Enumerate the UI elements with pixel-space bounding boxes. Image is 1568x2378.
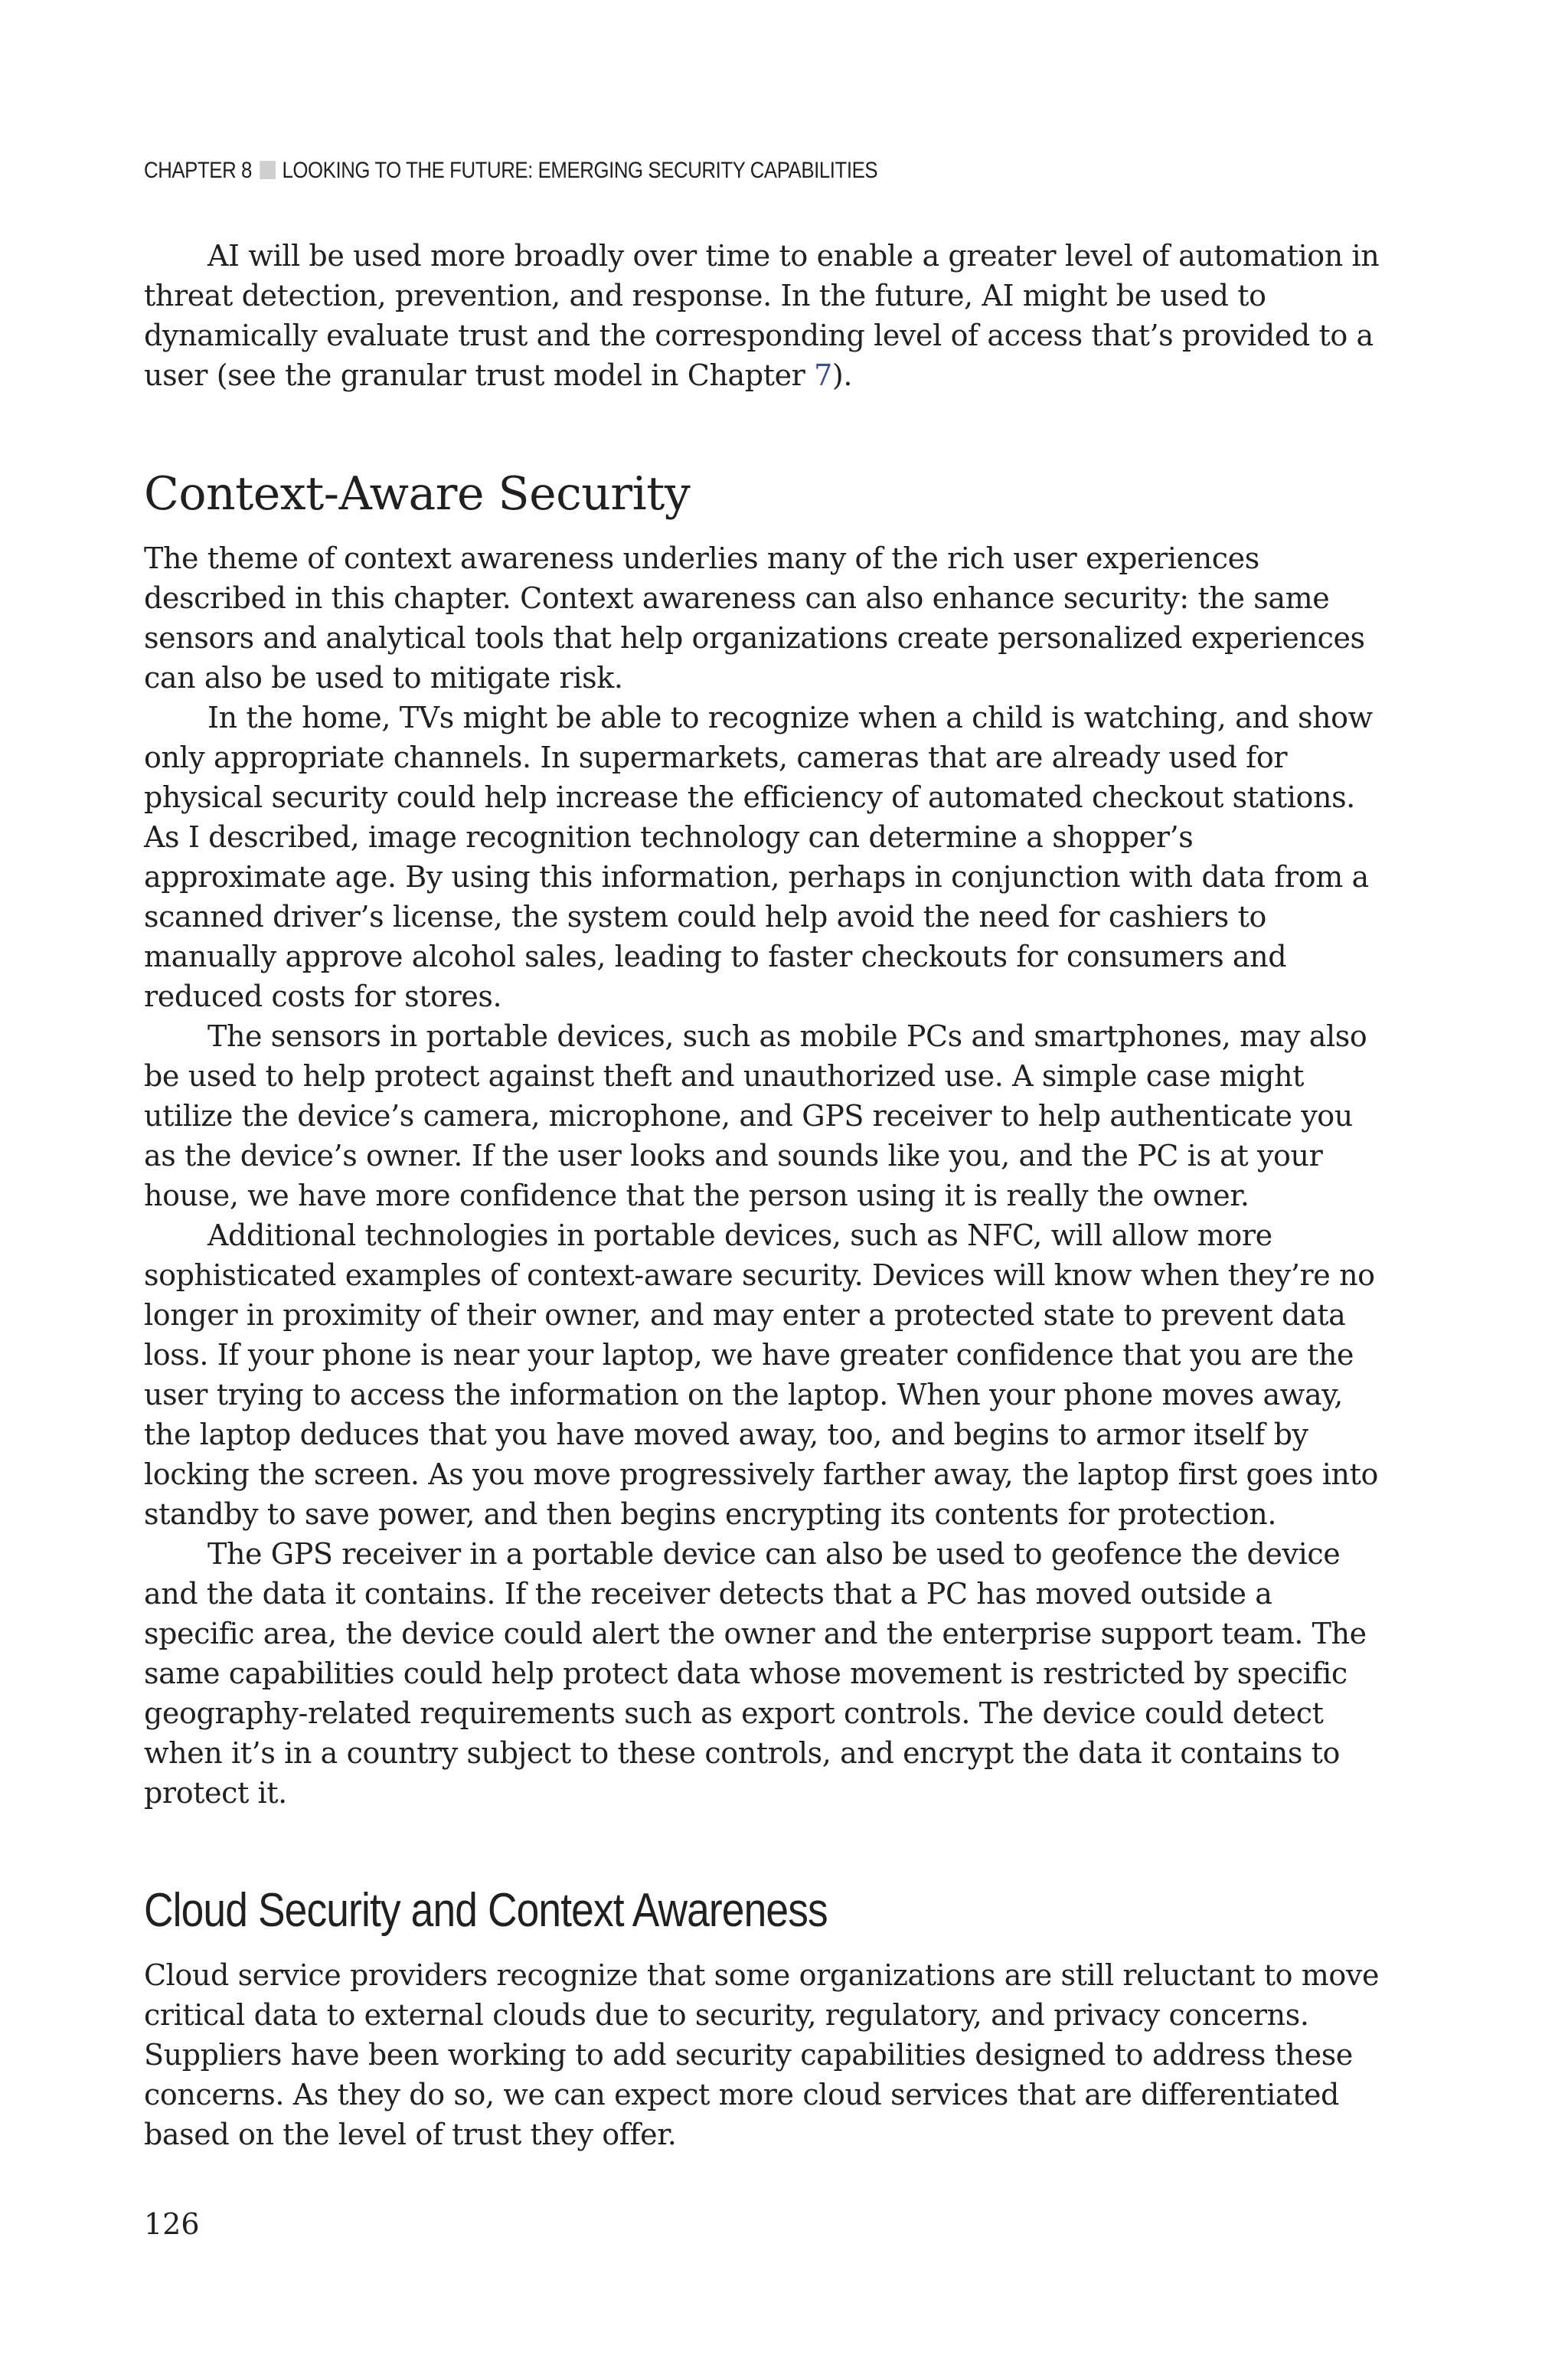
chapter-7-link[interactable]: 7: [814, 358, 832, 392]
section-heading-cloud-security: Cloud Security and Context Awareness: [144, 1884, 828, 1937]
running-header: [144, 158, 1263, 184]
context-paragraph-5: The GPS receiver in a portable device can also be used to geofence the device and the data it contains. If the receiver detects that a PC has moved outside a specific area, the device could alert the owner and the enterprise support team. The same capabilities could help protect data whose movement is restricted by specific geography-related requirements such as export controls. The device could detect when it’s in a country subject to these controls, and encrypt the data it contains to protect it.: [144, 1537, 1367, 1810]
intro-paragraph: [144, 236, 1383, 395]
chapter-title: LOOKING TO THE FUTURE: EMERGING SECURITY CAPABILITIES: [282, 158, 878, 183]
section-heading-context-aware-security: Context-Aware Security: [144, 467, 691, 521]
intro-text-after-link: ).: [831, 358, 852, 392]
context-paragraph-4: Additional technologies in portable devices, such as NFC, will allow more sophisticated examples of context-aware security. Devices will know when they’re no longer in proximity of their owner, and may enter a protected state to prevent data loss. If your phone is near your laptop, we have greater confidence that you are the user trying to access the information on the laptop. When your phone moves away, the laptop deduces that you have moved away, too, and begins to armor itself by locking the screen. As you move progressively farther away, the laptop first goes into standby to save power, and then begins encrypting its contents for protection.: [144, 1218, 1378, 1531]
chapter-label: CHAPTER 8: [144, 158, 252, 183]
page-number: 126: [144, 2207, 200, 2241]
context-paragraph-2: In the home, TVs might be able to recognize when a child is watching, and show only appropriate channels. In supermarkets, cameras that are already used for physical security could help increase the efficiency of automated checkout stations. As I described, image recognition technology can determine a shopper’s approximate age. By using this information, perhaps in conjunction with data from a scanned driver’s license, the system could help avoid the need for cashiers to manually approve alcohol sales, leading to faster checkouts for consumers and reduced costs for stores.: [144, 701, 1373, 1013]
context-paragraph-1: The theme of context awareness underlies many of the rich user experiences described in this chapter. Context awareness can also enhance security: the same sensors and analytical tools that help organizations create personalized experiences can also be used to mitigate risk.: [144, 541, 1365, 695]
intro-text-before-link: AI will be used more broadly over time to enable a greater level of automation in threat detection, prevention, and response. In the future, AI might be used to dynamically evaluate trust and the corresponding level of access that’s provided to a user (see the granular trust model in Chapter: [144, 239, 1380, 392]
context-paragraph-3: The sensors in portable devices, such as mobile PCs and smartphones, may also be used to help protect against theft and unauthorized use. A simple case might utilize the device’s camera, microphone, and GPS receiver to help authenticate you as the device’s owner. If the user looks and sounds like you, and the PC is at your house, we have more confidence that the person using it is really the owner.: [144, 1019, 1367, 1212]
body-text: [144, 236, 1383, 2154]
cloud-paragraph-1: Cloud service providers recognize that some organizations are still reluctant to move critical data to external clouds due to security, regulatory, and privacy concerns. Suppliers have been working to add security capabilities designed to address these concerns. As they do so, we can expect more cloud services that are differentiated based on the level of trust they offer.: [144, 1958, 1380, 2151]
header-square-icon: [260, 161, 276, 179]
